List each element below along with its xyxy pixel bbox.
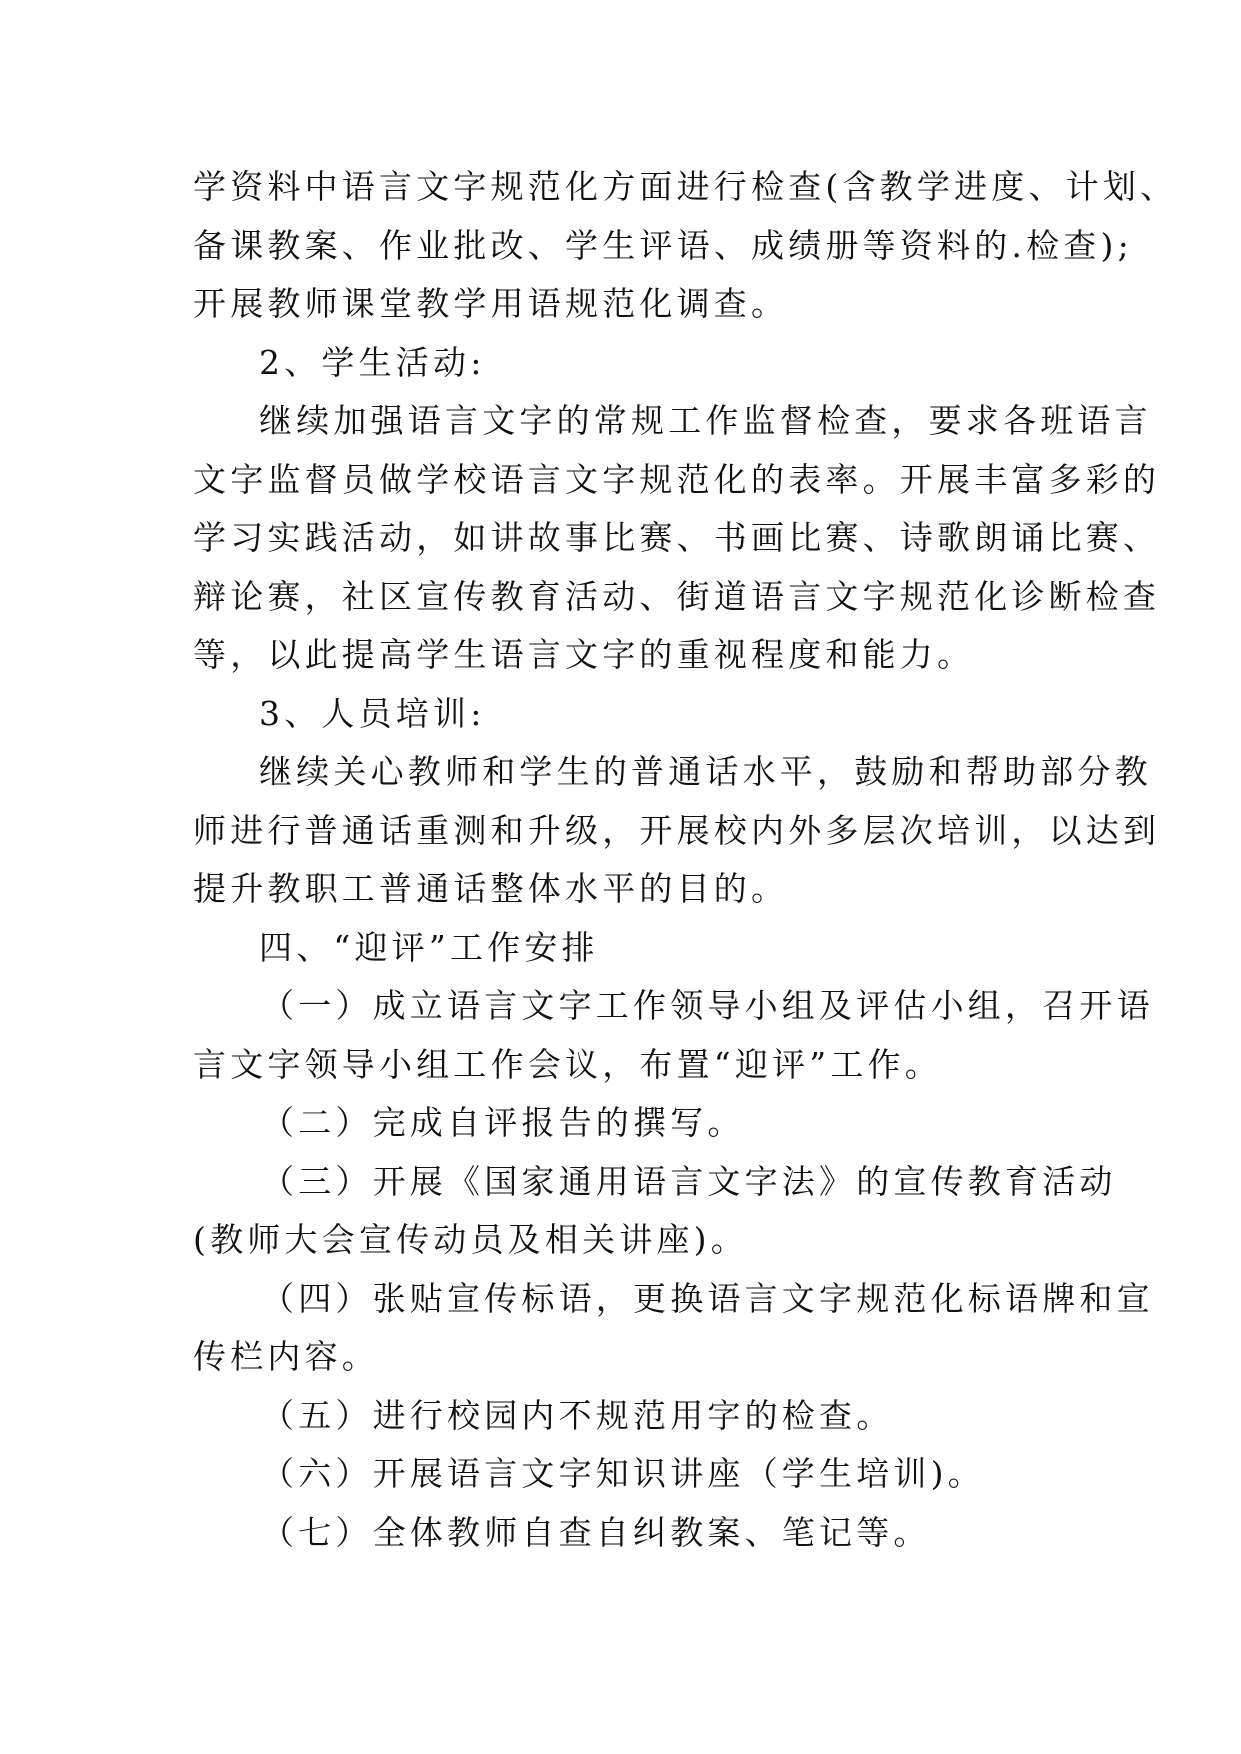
list-item: （二）完成自评报告的撰写。 [261, 1103, 745, 1142]
section-heading-staff-training: 3、人员培训: [259, 693, 486, 733]
list-item: （三）开展《国家通用语言文字法》的宣传教育活动 [261, 1161, 1117, 1201]
list-item: （四）张贴宣传标语，更换语言文字规范化标语牌和宣 [261, 1278, 1154, 1318]
text-line: 师进行普通话重测和升级，开展校内外多层次培训，以达到 [193, 810, 1161, 850]
section-heading-student-activities: 2、学生活动: [259, 342, 486, 382]
text-line: 开展教师课堂教学用语规范化调查。 [193, 284, 789, 323]
list-item: （六）开展语言文字知识讲座（学生培训)。 [261, 1454, 985, 1493]
text-line: 继续加强语言文字的常规工作监督检查，要求各班语言 [259, 401, 1152, 440]
text-line: 等，以此提高学生语言文字的重视程度和能力。 [193, 635, 975, 674]
text-line: 备课教案、作业批改、学生评语、成绩册等资料的.检查); [193, 225, 1133, 265]
document-body [193, 158, 1178, 1562]
text-line: 传栏内容。 [193, 1337, 379, 1376]
text-line: 言文字领导小组工作会议，布置“迎评”工作。 [193, 1044, 942, 1084]
text-line: 提升教职工普通话整体水平的目的。 [193, 869, 789, 908]
list-item: （一）成立语言文字工作领导小组及评估小组，召开语 [261, 986, 1154, 1025]
section-heading-evaluation-arrangements: 四、“迎评”工作安排 [259, 927, 599, 967]
text-line: 辩论赛，社区宣传教育活动、街道语言文字规范化诊断检查 [193, 576, 1161, 616]
list-item: （五）进行校园内不规范用字的检查。 [261, 1395, 894, 1435]
list-item: （七）全体教师自查自纠教案、笔记等。 [261, 1512, 931, 1552]
text-line: 继续关心教师和学生的普通话水平，鼓励和帮助部分教 [259, 752, 1152, 791]
text-line: (教师大会宣传动员及相关讲座)。 [193, 1220, 748, 1259]
text-line: 学资料中语言文字规范化方面进行检查(含教学进度、计划、 [193, 167, 1178, 206]
text-line: 文字监督员做学校语言文字规范化的表率。开展丰富多彩的 [193, 459, 1161, 499]
text-line: 学习实践活动，如讲故事比赛、书画比赛、诗歌朗诵比赛、 [193, 518, 1161, 557]
